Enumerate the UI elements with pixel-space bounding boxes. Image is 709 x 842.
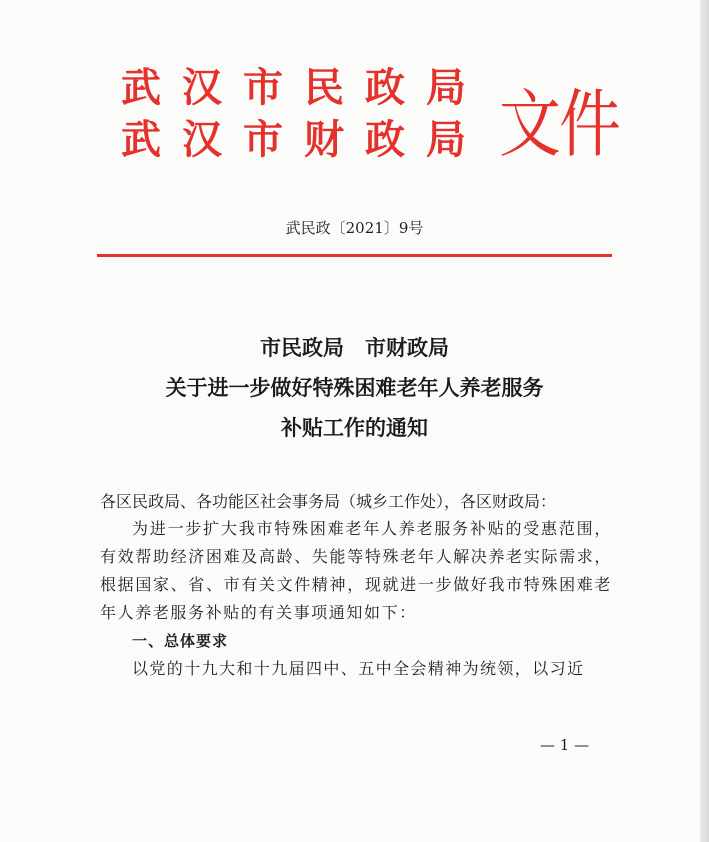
title-line-1: 市民政局 市财政局 — [260, 335, 449, 360]
addressee-line: 各区民政局、各功能区社会事务局（城乡工作处），各区财政局： — [100, 492, 557, 511]
issuer-civil-affairs-bureau: 武汉市民政局 — [121, 64, 487, 111]
header-document-word: 文件 — [499, 81, 620, 168]
document-number: 武民政〔2021〕9号 — [285, 219, 424, 237]
red-separator-rule — [97, 254, 612, 257]
body-paragraph-1: 为进一步扩大我市特殊困难老年人养老服务补贴的受惠范围，有效帮助经济困难及高龄、失能等特殊老年人解决养老实际需求，根据国家、省、市有关文件精神，现就进一步做好我市特殊困难老年人养老服务补贴的有关事项通知如下： — [100, 519, 612, 622]
page-number: — 1 — — [540, 736, 590, 754]
title-line-3: 补贴工作的通知 — [281, 415, 428, 440]
body-paragraph-2: 以党的十九大和十九届四中、五中全会精神为统领，以习近 — [132, 659, 585, 678]
document-title — [0, 328, 709, 448]
document-header — [121, 62, 620, 172]
document-body — [100, 488, 612, 683]
section-heading-general-requirements: 一、总体要求 — [132, 632, 229, 650]
title-line-2: 关于进一步做好特殊困难老年人养老服务 — [165, 375, 544, 400]
issuer-finance-bureau: 武汉市财政局 — [121, 116, 487, 163]
